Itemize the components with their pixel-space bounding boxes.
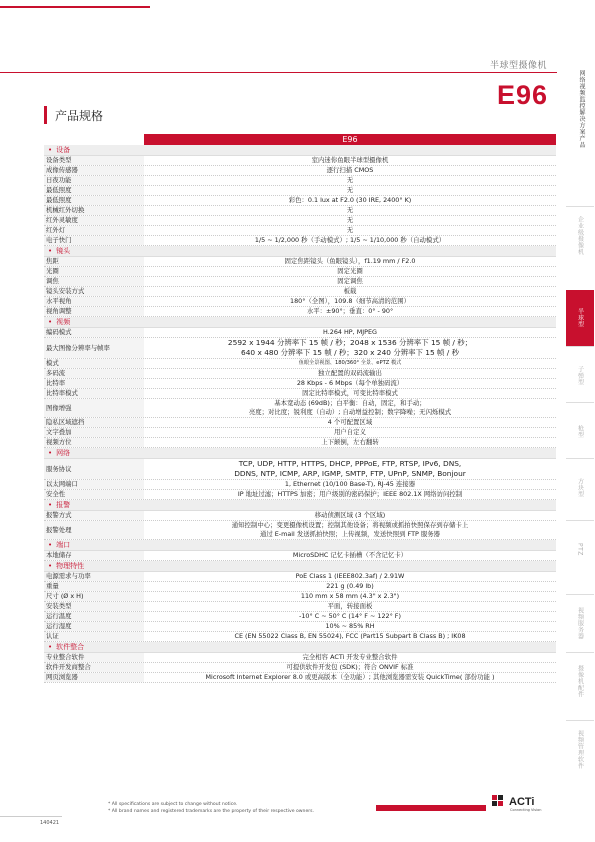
spec-category-title: 视频	[56, 318, 71, 326]
spec-value-line: CE (EN 55022 Class B, EN 55024), FCC (Part15 Subpart B Class B) ; IK08	[234, 632, 466, 640]
spec-key: 运行温度	[44, 612, 144, 621]
spec-value	[144, 166, 556, 175]
spec-key: 专业整合软件	[44, 653, 144, 662]
bullet-icon: •	[48, 562, 53, 570]
section-heading-text: 产品规格	[55, 108, 104, 123]
acti-logo-word: ACTi	[509, 796, 535, 808]
spec-row	[44, 267, 556, 277]
side-tab-label: 视频服务器	[576, 607, 584, 640]
spec-row	[44, 287, 556, 297]
spec-key: 运行湿度	[44, 622, 144, 631]
spec-value-line: 110 mm x 58 mm (4.3" x 2.3")	[300, 592, 400, 600]
spec-key: 报警方式	[44, 511, 144, 520]
spec-value-line: 鱼眼全景视图、180/360° 全景、ePTZ 模式	[298, 360, 402, 366]
side-tab[interactable]	[566, 290, 594, 346]
spec-value	[144, 236, 556, 245]
spec-value-line: IP 地址过滤；HTTPS 加密；用户级别的密码保护；IEEE 802.1X 网络访问控制	[237, 490, 463, 498]
spec-row	[44, 622, 556, 632]
spec-key: 设备类型	[44, 156, 144, 165]
spec-value	[144, 369, 556, 378]
spec-row	[44, 653, 556, 663]
side-tab-label: 半球型	[576, 308, 584, 328]
spec-key: 日夜功能	[44, 176, 144, 185]
spec-value	[144, 428, 556, 437]
spec-value-line: 亮度；对比度；锐利度（自动）; 自动增益控制；数字降噪；无闪烁模式	[248, 408, 452, 416]
spec-row	[44, 521, 556, 540]
spec-category	[44, 561, 556, 572]
spec-value	[144, 156, 556, 165]
acti-logo-mark-icon	[492, 795, 506, 809]
spec-value	[144, 338, 556, 358]
spec-value	[144, 632, 556, 641]
spec-value	[144, 226, 556, 235]
document-code: 140421	[40, 820, 60, 826]
spec-category	[44, 500, 556, 511]
spec-category	[44, 540, 556, 551]
side-tab-label: 视频管理软件	[576, 730, 584, 769]
bullet-icon: •	[48, 541, 53, 549]
spec-row	[44, 166, 556, 176]
spec-value-line: 固定调焦	[337, 277, 363, 285]
spec-row	[44, 632, 556, 642]
spec-value-line: 1/5 ~ 1/2,000 秒（手动模式）; 1/5 ~ 1/10,000 秒（自动模式）	[254, 236, 446, 244]
spec-row	[44, 359, 556, 369]
spec-value	[144, 602, 556, 611]
spec-value	[144, 572, 556, 581]
spec-key: 电子快门	[44, 236, 144, 245]
spec-category-title: 镜头	[56, 247, 71, 255]
bullet-icon: •	[48, 318, 53, 326]
spec-value-line: 独立配置的双码流输出	[318, 369, 382, 377]
spec-value	[144, 521, 556, 539]
bullet-icon: •	[48, 501, 53, 509]
spec-row	[44, 328, 556, 338]
spec-value-line: 无	[346, 226, 354, 234]
spec-value	[144, 277, 556, 286]
spec-row	[44, 511, 556, 521]
spec-row	[44, 592, 556, 602]
spec-value	[144, 673, 556, 682]
spec-value-line: 通过 E-mail 发送抓拍快照；上传视频，发送快照到 FTP 服务器	[259, 530, 441, 538]
spec-value	[144, 176, 556, 185]
spec-value	[144, 551, 556, 560]
spec-row	[44, 663, 556, 673]
spec-key: 焦距	[44, 257, 144, 266]
spec-value-line: 彩色：0.1 lux at F2.0 (30 IRE, 2400° K)	[288, 196, 412, 204]
spec-key: 水平视角	[44, 297, 144, 306]
spec-row	[44, 459, 556, 480]
spec-value-line: -10° C ~ 50° C (14° F ~ 122° F)	[299, 612, 401, 620]
spec-row	[44, 186, 556, 196]
bullet-icon: •	[48, 449, 53, 457]
acti-logo	[492, 795, 542, 812]
spec-category-title: 报警	[56, 501, 71, 509]
spec-key: 光圈	[44, 267, 144, 276]
spec-value	[144, 653, 556, 662]
spec-value-line: 移动侦测区域 (3 个区域)	[314, 511, 386, 519]
side-tab[interactable]	[566, 346, 594, 404]
spec-category	[44, 145, 556, 156]
spec-value	[144, 490, 556, 499]
section-heading-bar	[44, 106, 47, 124]
spec-key: 成像传感器	[44, 166, 144, 175]
spec-value	[144, 328, 556, 337]
spec-value	[144, 418, 556, 427]
acti-logo-tagline: Connecting Vision	[510, 808, 542, 812]
spec-category-title: 网络	[56, 449, 71, 457]
spec-key: 软件开发商整合	[44, 663, 144, 672]
spec-value-line: 2592 x 1944 分辨率下 15 帧 / 秒；2048 x 1536 分辨率下 15 帧 / 秒；	[227, 338, 473, 347]
spec-value	[144, 622, 556, 631]
spec-row	[44, 428, 556, 438]
spec-key: 尺寸 (Ø x H)	[44, 592, 144, 601]
spec-row	[44, 206, 556, 216]
spec-value-line: 无	[346, 186, 354, 194]
spec-value	[144, 663, 556, 672]
spec-row	[44, 216, 556, 226]
spec-value	[144, 389, 556, 398]
spec-key: 调焦	[44, 277, 144, 286]
side-tab-label: 方块型	[576, 477, 584, 498]
spec-value	[144, 267, 556, 276]
bullet-icon: •	[48, 643, 53, 651]
spec-value	[144, 582, 556, 591]
spec-value	[144, 459, 556, 479]
spec-row	[44, 438, 556, 448]
side-tab-label: 子弹型	[576, 365, 584, 386]
spec-row	[44, 612, 556, 622]
spec-key: 报警处理	[44, 521, 144, 539]
spec-value	[144, 359, 556, 368]
spec-key: 以太网端口	[44, 480, 144, 489]
spec-key: 镜头安装方式	[44, 287, 144, 296]
spec-value-line: 10% ~ 85% RH	[325, 622, 375, 630]
spec-key: 本地储存	[44, 551, 144, 560]
spec-key: 重量	[44, 582, 144, 591]
spec-value	[144, 399, 556, 417]
spec-value-line: 室内迷你鱼眼半球型摄像机	[311, 156, 389, 164]
spec-row	[44, 379, 556, 389]
top-accent-line	[0, 6, 150, 8]
side-tab[interactable]	[566, 520, 594, 578]
spec-value-line: 180°（全图），109.8（细节高清的范围）	[290, 297, 410, 305]
spec-value-line: 用户自定义	[334, 428, 366, 436]
spec-row	[44, 399, 556, 418]
spec-row	[44, 196, 556, 206]
spec-key: 视频方位	[44, 438, 144, 447]
model-title: E96	[496, 80, 548, 110]
spec-value	[144, 511, 556, 520]
side-heading: 网络视频监控解决方案产品	[578, 70, 585, 148]
side-tab[interactable]	[566, 720, 594, 778]
spec-value-line: 基本宽动态 (69dB)；白平衡：自动，固定，和手动；	[274, 399, 426, 407]
spec-row	[44, 297, 556, 307]
spec-value	[144, 480, 556, 489]
side-tab-label: 枪型	[576, 425, 584, 438]
spec-value	[144, 287, 556, 296]
spec-row	[44, 338, 556, 359]
spec-row	[44, 226, 556, 236]
spec-key: 最低照度	[44, 196, 144, 205]
spec-row	[44, 480, 556, 490]
spec-row	[44, 156, 556, 166]
footer-accent-bar	[376, 805, 486, 811]
spec-category-title: 设备	[56, 146, 71, 154]
spec-value-line: 通知控制中心；变更摄像机设置；控制其他设备；将视频或抓拍快照保存到存储卡上	[231, 521, 469, 529]
spec-value-line: PoE Class 1 (IEEE802.3af) / 2.91W	[295, 572, 405, 580]
spec-model-header: E96	[144, 134, 556, 145]
footnote-2: * All brand names and registered trademarks are the property of their respective owners.	[108, 809, 315, 814]
spec-key: 隐私区域遮挡	[44, 418, 144, 427]
spec-row	[44, 277, 556, 287]
spec-value	[144, 216, 556, 225]
spec-key: 安全性	[44, 490, 144, 499]
spec-value-line: H.264 HP, MJPEG	[323, 328, 377, 336]
spec-value-line: 固定比特率模式，可变比特率模式	[302, 389, 398, 397]
bullet-icon: •	[48, 146, 53, 154]
spec-key: 红外灵敏度	[44, 216, 144, 225]
spec-category	[44, 246, 556, 257]
spec-category	[44, 448, 556, 459]
footer-code-rule	[0, 816, 62, 817]
spec-value-line: 640 x 480 分辨率下 15 帧 / 秒；320 x 240 分辨率下 15 帧 / 秒	[241, 348, 459, 357]
spec-value-line: MicroSDHC 记忆卡插槽（不含记忆卡）	[292, 551, 408, 559]
spec-row	[44, 176, 556, 186]
spec-value-line: 可提供软件开发包 (SDK)；符合 ONVIF 标准	[286, 663, 414, 671]
side-tab[interactable]	[566, 402, 594, 460]
side-tab[interactable]	[566, 652, 594, 710]
spec-row	[44, 236, 556, 246]
spec-key: 服务协议	[44, 459, 144, 479]
spec-key: 比特率模式	[44, 389, 144, 398]
spec-value	[144, 186, 556, 195]
spec-category-title: 端口	[56, 541, 71, 549]
spec-row	[44, 582, 556, 592]
spec-key: 安装类型	[44, 602, 144, 611]
spec-row	[44, 418, 556, 428]
spec-table	[44, 134, 556, 683]
spec-value	[144, 592, 556, 601]
spec-value-line: 无	[346, 216, 354, 224]
spec-value-line: 固定焦距镜头（鱼眼镜头），f1.19 mm / F2.0	[284, 257, 416, 265]
footnote-1: * All specifications are subject to change without notice.	[108, 802, 238, 807]
header-rule	[0, 72, 557, 73]
spec-key: 编码模式	[44, 328, 144, 337]
side-tab[interactable]	[566, 458, 594, 516]
product-category: 半球型摄像机	[489, 61, 547, 71]
side-tab-label: PTZ	[576, 543, 584, 556]
spec-key: 最大图像分辨率与帧率	[44, 338, 144, 358]
spec-value	[144, 438, 556, 447]
spec-value	[144, 257, 556, 266]
spec-row	[44, 369, 556, 379]
spec-value-line: 水平：±90°；垂直：0° - 90°	[306, 307, 394, 315]
spec-category	[44, 642, 556, 653]
spec-value-line: 221 g (0.49 lb)	[326, 582, 374, 590]
spec-value-line: 板载	[343, 287, 357, 295]
spec-key: 多码流	[44, 369, 144, 378]
side-tab-label: 摄像机配件	[576, 665, 584, 698]
spec-value-line: 4 个可配置区域	[327, 418, 373, 426]
spec-key: 认证	[44, 632, 144, 641]
spec-value-line: 28 Kbps - 6 Mbps（每个单独码流）	[296, 379, 404, 387]
footnotes	[108, 801, 314, 815]
spec-key: 红外灯	[44, 226, 144, 235]
spec-row	[44, 490, 556, 500]
spec-category-title: 软件整合	[56, 643, 85, 651]
spec-row	[44, 602, 556, 612]
spec-key: 视角调整	[44, 307, 144, 316]
spec-value-line: 1, Ethernet (10/100 Base-T), RJ-45 连接器	[284, 480, 416, 488]
spec-row	[44, 572, 556, 582]
spec-key: 网页浏览器	[44, 673, 144, 682]
spec-value	[144, 612, 556, 621]
spec-category	[44, 317, 556, 328]
spec-value	[144, 307, 556, 316]
spec-value-line: 上下颠倒，左右翻转	[321, 438, 379, 446]
spec-value-line: 固定光圈	[337, 267, 363, 275]
spec-value-line: 完全相容 ACTi 开发专业整合软件	[302, 653, 398, 661]
spec-key: 图像增强	[44, 399, 144, 417]
spec-key: 最低照度	[44, 186, 144, 195]
spec-key: 模式	[44, 359, 144, 368]
spec-value-line: 平面，转接面板	[327, 602, 373, 610]
spec-key: 机械红外切换	[44, 206, 144, 215]
side-tab[interactable]	[566, 594, 594, 652]
spec-value	[144, 379, 556, 388]
spec-value-line: TCP, UDP, HTTP, HTTPS, DHCP, PPPoE, FTP, RTSP, IPv6, DNS,	[238, 459, 462, 468]
side-tab-label: 企业级摄像机	[576, 216, 584, 255]
bullet-icon: •	[48, 247, 53, 255]
spec-value-line: 无	[346, 176, 354, 184]
side-tab[interactable]	[566, 206, 594, 264]
spec-key: 文字叠加	[44, 428, 144, 437]
spec-row	[44, 257, 556, 267]
spec-value	[144, 297, 556, 306]
spec-category-title: 物理特性	[56, 562, 85, 570]
spec-key: 电源需求与功率	[44, 572, 144, 581]
spec-row	[44, 551, 556, 561]
spec-value-line: DDNS, NTP, ICMP, ARP, IGMP, SMTP, FTP, UPnP, SNMP, Bonjour	[234, 469, 466, 478]
spec-row	[44, 307, 556, 317]
spec-value-line: 无	[346, 206, 354, 214]
spec-row	[44, 389, 556, 399]
spec-value-line: Microsoft Internet Explorer 8.0 或更高版本（全功能）; 其他浏览器需安装 QuickTime( 部份功能 )	[205, 673, 495, 681]
section-heading	[44, 106, 103, 124]
spec-value	[144, 196, 556, 205]
spec-value	[144, 206, 556, 215]
spec-value-line: 逐行扫描 CMOS	[326, 166, 374, 174]
spec-key: 比特率	[44, 379, 144, 388]
spec-row	[44, 673, 556, 683]
